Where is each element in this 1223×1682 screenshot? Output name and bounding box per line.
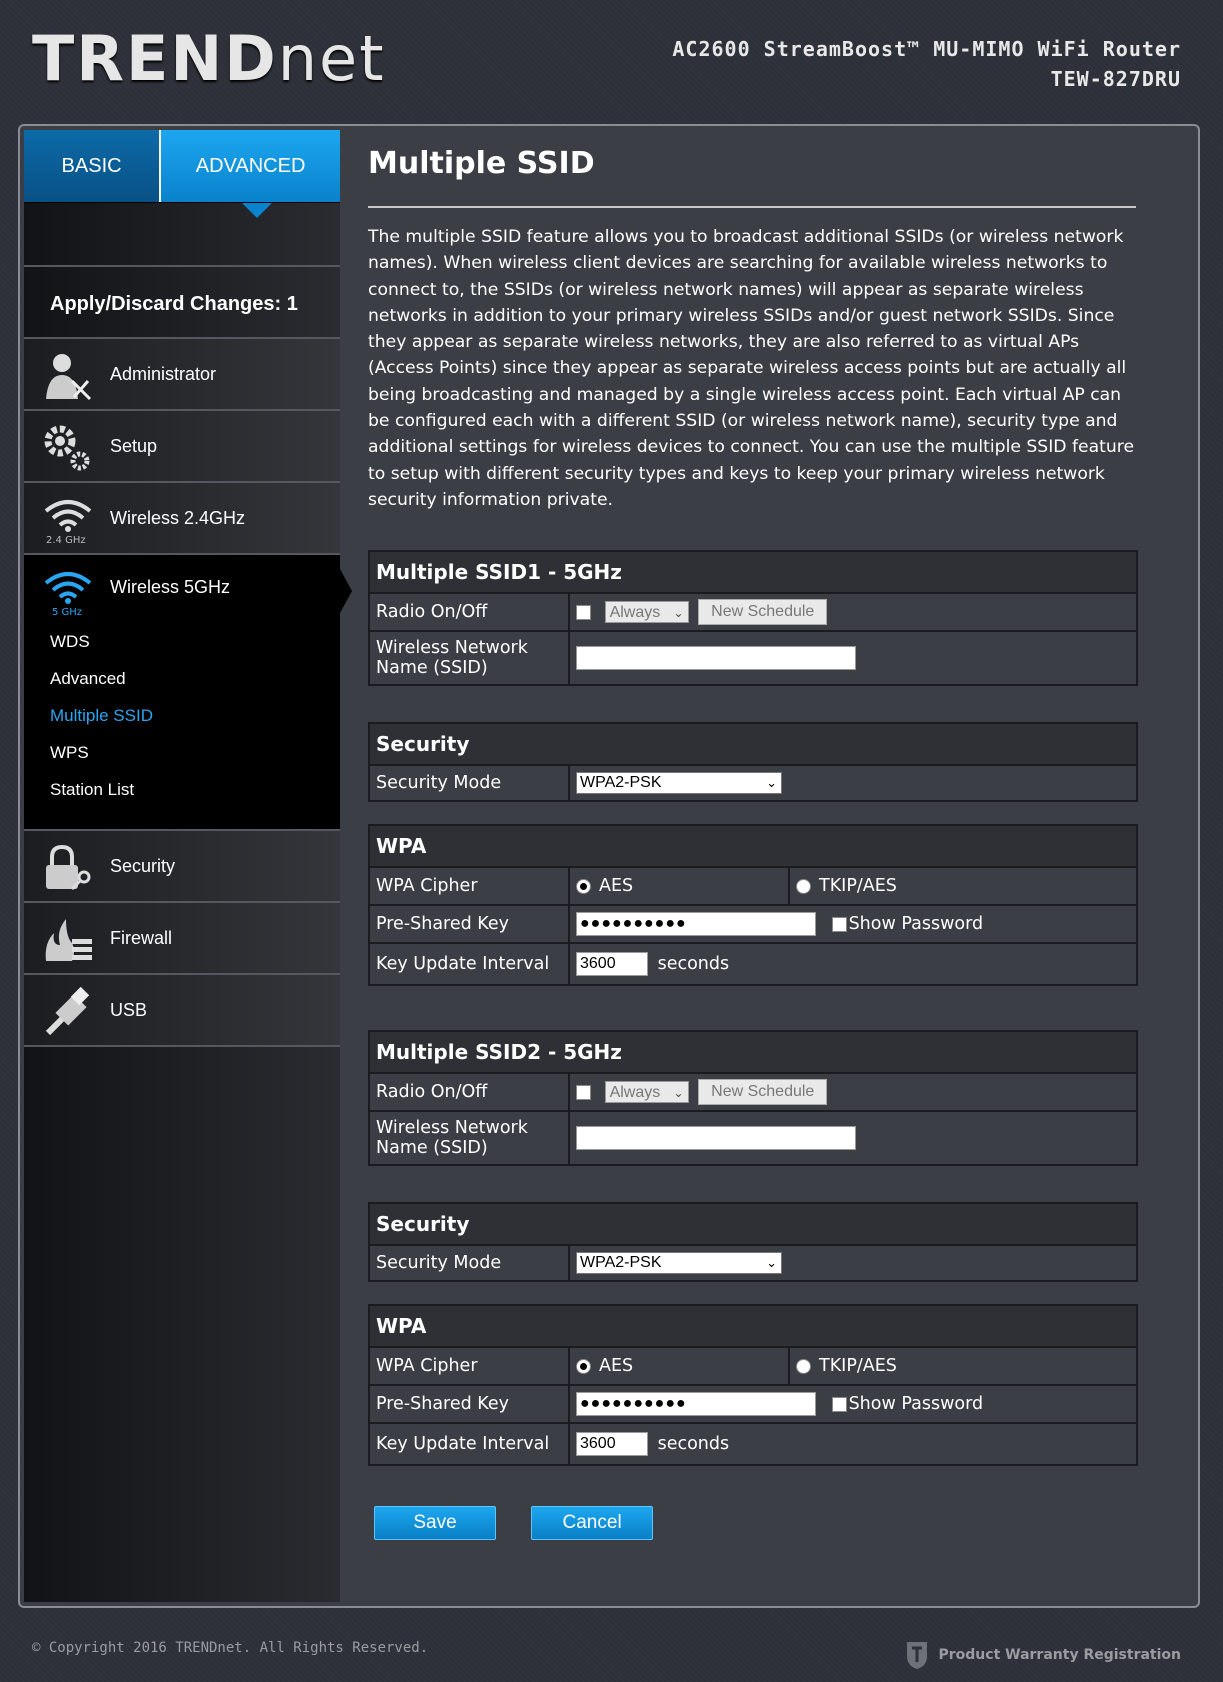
sidebar-item-label: Wireless 2.4GHz [110,507,246,528]
ssid2-interval-input[interactable]: 3600 [576,1432,648,1456]
security-mode-label: Security Mode [369,1245,569,1281]
lock-key-icon [42,843,94,893]
gear-icon [42,423,94,473]
trendnet-logo: TRENDnet [32,22,386,95]
ssid-label: Wireless Network Name (SSID) [369,1111,569,1165]
wireless-5ghz-submenu [50,629,153,814]
form-actions [374,1506,683,1540]
sidebar-item-security[interactable] [24,829,340,901]
apply-discard-changes-link[interactable]: Apply/Discard Changes: 1 [50,293,298,315]
ssid1-name-input[interactable] [576,646,856,670]
ssid1-radio-checkbox[interactable] [576,605,591,620]
psk-label: Pre-Shared Key [369,1385,569,1423]
sidebar-item-label: Setup [110,435,158,456]
ssid1-cipher-aes[interactable]: AES [569,867,789,905]
chevron-down-icon: ⌄ [766,1255,777,1270]
sidebar-item-wireless-24ghz[interactable] [24,481,340,553]
ssid2-schedule-select[interactable]: Always ⌄ [605,1081,689,1103]
ssid1-new-schedule-button[interactable]: New Schedule [698,599,827,625]
wifi-5ghz-icon [42,567,94,617]
security-heading: Security [369,723,1137,765]
ssid2-tkip-radio[interactable] [796,1359,811,1374]
ssid1-show-password-checkbox[interactable] [832,917,847,932]
ssid1-aes-radio[interactable] [576,879,591,894]
wireless-5-badge: 5 GHz [52,607,83,617]
sidebar-item-administrator[interactable] [24,337,340,409]
ssid2-cipher-tkip[interactable]: TKIP/AES [789,1347,1137,1385]
ssid2-name-input[interactable] [576,1126,856,1150]
ssid1-security-mode-select[interactable]: WPA2-PSK ⌄ [576,772,782,794]
shield-icon [905,1640,929,1670]
show-password-label: Show Password [848,1394,984,1414]
sidebar-item-label: USB [110,999,148,1020]
subnav-multiple-ssid[interactable]: Multiple SSID [50,706,153,725]
subnav-station-list[interactable]: Station List [50,780,135,799]
page-description: The multiple SSID feature allows you to broadcast additional SSIDs (or wireless network names). When wireless client devices are searching for available wireless networks to connect to, the SSIDs (or wireless network names) will appear as separate wireless networks in addition to your primary wireless SSIDs and/or guest network SSIDs. Since they appear as separate wireless networks, they are also referred to as virtual APs (Access Points) since they appear as separate wireless access points but are actually all being broadcasting and managed by a single wireless access point. Each virtual AP can be configured each with a different SSID (or wireless network name), security type and additional settings for wireless devices to connect. You can use the multiple SSID feature to setup with different security types and keys to keep your primary wireless network security information private. [368,227,1135,510]
seconds-label: seconds [657,954,730,974]
cancel-button[interactable]: Cancel [531,1506,653,1540]
key-interval-label: Key Update Interval [369,943,569,985]
ssid1-tkip-radio[interactable] [796,879,811,894]
ssid2-radio-checkbox[interactable] [576,1085,591,1100]
ssid2-security-table [368,1202,1138,1282]
product-model: TEW-827DRU [1050,67,1181,91]
radio-label: Radio On/Off [369,1073,569,1111]
ssid2-wpa-table [368,1304,1138,1466]
ssid1-heading: Multiple SSID1 - 5GHz [369,551,1137,593]
show-password-label: Show Password [848,914,984,934]
tab-advanced[interactable]: ADVANCED [159,130,340,202]
wifi-icon [42,495,94,545]
seconds-label: seconds [657,1434,730,1454]
usb-icon [42,987,94,1037]
wpa-heading: WPA [369,1305,1137,1347]
ssid1-schedule-select[interactable]: Always ⌄ [605,601,689,623]
wpa-cipher-label: WPA Cipher [369,1347,569,1385]
product-info [672,34,1181,94]
ssid1-security-table [368,722,1138,802]
subnav-advanced[interactable]: Advanced [50,669,126,688]
chevron-down-icon: ⌄ [673,1086,684,1100]
radio-label: Radio On/Off [369,593,569,631]
chevron-down-icon: ⌄ [766,775,777,790]
sidebar-divider [24,1045,340,1047]
wireless-24-badge: 2.4 GHz [46,535,86,545]
administrator-icon [42,351,94,401]
ssid2-cipher-aes[interactable]: AES [569,1347,789,1385]
ssid1-table [368,550,1138,686]
product-name: AC2600 StreamBoost™ MU-MIMO WiFi Router [672,37,1181,61]
warranty-registration-link[interactable] [905,1640,1182,1670]
sidebar-item-label: Firewall [110,927,173,948]
sidebar-item-label: Security [110,855,176,876]
save-button[interactable]: Save [374,1506,496,1540]
ssid1-cipher-tkip[interactable]: TKIP/AES [789,867,1137,905]
ssid2-show-password-checkbox[interactable] [832,1397,847,1412]
wpa-heading: WPA [369,825,1137,867]
sidebar-item-usb[interactable] [24,973,340,1045]
ssid2-aes-radio[interactable] [576,1359,591,1374]
key-interval-label: Key Update Interval [369,1423,569,1465]
subnav-wds[interactable]: WDS [50,632,90,651]
ssid1-interval-input[interactable]: 3600 [576,952,648,976]
page-header [0,0,1223,120]
wpa-cipher-label: WPA Cipher [369,867,569,905]
subnav-wps[interactable]: WPS [50,743,89,762]
warranty-label: Product Warranty Registration [938,1647,1181,1663]
ssid2-heading: Multiple SSID2 - 5GHz [369,1031,1137,1073]
ssid1-wpa-table [368,824,1138,986]
security-heading: Security [369,1203,1137,1245]
security-mode-label: Security Mode [369,765,569,801]
sidebar [24,130,340,1602]
psk-label: Pre-Shared Key [369,905,569,943]
sidebar-item-setup[interactable] [24,409,340,481]
title-divider [368,206,1136,208]
ssid-label: Wireless Network Name (SSID) [369,631,569,685]
page-title: Multiple SSID [368,146,595,181]
ssid2-security-mode-select[interactable]: WPA2-PSK ⌄ [576,1252,782,1274]
chevron-down-icon: ⌄ [673,606,684,620]
main-frame [18,124,1200,1608]
sidebar-item-label: Wireless 5GHz [110,577,231,597]
sidebar-item-wireless-5ghz[interactable] [24,553,340,829]
ssid2-new-schedule-button[interactable]: New Schedule [698,1079,827,1105]
tab-basic[interactable]: BASIC [24,130,159,202]
ssid1-psk-input[interactable]: ●●●●●●●●●● [576,912,816,936]
sidebar-item-label: Administrator [110,363,217,384]
copyright: © Copyright 2016 TRENDnet. All Rights Reserved. [32,1640,429,1656]
sidebar-item-firewall[interactable] [24,901,340,973]
ssid2-psk-input[interactable]: ●●●●●●●●●● [576,1392,816,1416]
ssid2-table [368,1030,1138,1166]
firewall-icon [42,915,94,965]
